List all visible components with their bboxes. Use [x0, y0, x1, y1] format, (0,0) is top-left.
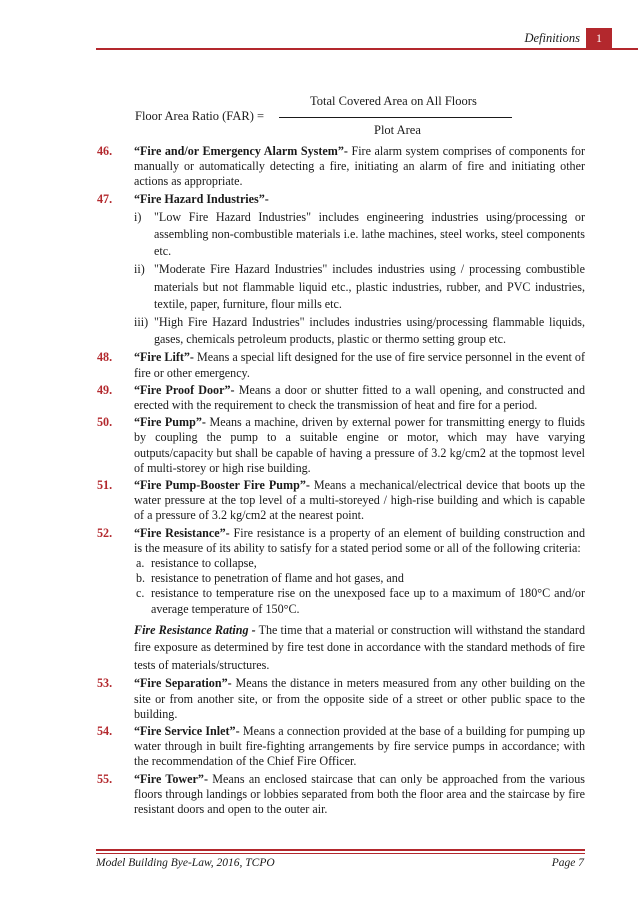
footer-rule-thick — [96, 849, 585, 851]
criterion-text: resistance to temperature rise on the unexposed face up to a maximum of 180°C and/or average temperature of 150°C. — [151, 586, 585, 616]
definition-53 — [97, 676, 585, 722]
definition-term: “Fire Hazard Industries”- — [134, 191, 269, 206]
definition-48 — [97, 350, 585, 380]
definition-47 — [97, 192, 585, 349]
criterion-c — [134, 586, 585, 616]
definition-number: 49. — [97, 382, 113, 397]
definition-number: 53. — [97, 676, 113, 691]
hazard-text: "Moderate Fire Hazard Industries" includes industries using / processing combustible materials but not flammable liquid etc., plastic industries, rubber, and PVC industries, textile, paper, furniture, flour mills etc. — [154, 262, 585, 311]
definition-50 — [97, 415, 585, 476]
fraction-bar — [279, 117, 512, 118]
footer-document-title: Model Building Bye-Law, 2016, TCPO — [96, 857, 275, 869]
hazard-text: "Low Fire Hazard Industries" includes engineering industries using/processing or assembling non-combustible materials i.e. lathe machines, steel works, steel components etc. — [154, 209, 585, 259]
footer-page-number: Page 7 — [551, 857, 584, 869]
list-marker: a. — [136, 556, 145, 571]
criterion-a — [134, 556, 585, 571]
definition-term: “Fire Separation”- — [134, 676, 232, 691]
definition-text: Fire alarm system comprises of components for manually or automatically detecting a fire, initiating an alarm of fire and initiating other actions as appropriate. — [134, 144, 585, 189]
list-marker: iii) — [134, 315, 149, 330]
definition-text: Means a special lift designed for the use of fire service personnel in the event of fire or other emergency. — [134, 350, 586, 380]
definition-term: “Fire Proof Door”- — [134, 382, 235, 397]
definition-text: Means a door or shutter fitted to a wall opening, and constructed and erected with the requirement to check the transmission of heat and fire for a period. — [134, 382, 586, 413]
header-title: Definitions — [524, 31, 580, 45]
header-rule — [96, 48, 638, 50]
definition-number: 51. — [97, 478, 113, 493]
definition-text: Means a connection provided at the base of a building for pumping up water through in built fire-fighting arrangements by fire service pumps in accordance; with the recommendation of the Chief Fire Officer. — [134, 724, 585, 769]
definition-term: “Fire Pump”- — [134, 415, 206, 430]
definition-55 — [97, 772, 585, 818]
definition-term: “Fire Pump-Booster Fire Pump”- — [134, 478, 310, 493]
footer-rule-thin — [96, 853, 585, 854]
definitions-list — [97, 144, 585, 819]
criterion-text: resistance to penetration of flame and hot gases, and — [151, 571, 404, 586]
rating-term: Fire Resistance Rating - — [134, 622, 256, 637]
hazard-item-moderate — [134, 261, 585, 313]
list-marker: ii) — [134, 262, 145, 277]
hazard-text: "High Fire Hazard Industries" includes industries using/processing flammable liquids, gases, chemicals petroleum products, plastic or thermo setting group etc. — [154, 315, 585, 347]
definition-text: Means a mechanical/electrical device that boots up the water pressure at the top level of a multi-storeyed / high-rise building and which is capable of a pressure of 3.2 kg/cm2 at the nearest point. — [134, 478, 585, 523]
definition-term: “Fire Tower”- — [134, 771, 208, 786]
criterion-b — [134, 571, 585, 586]
hazard-item-high — [134, 314, 585, 348]
definition-number: 52. — [97, 525, 113, 540]
rating-text: The time that a material or construction will withstand the standard fire exposure as determined by fire test done in accordance with the standard methods of fire tests of materials/structures. — [134, 622, 585, 672]
definition-number: 54. — [97, 724, 113, 738]
hazard-list — [134, 209, 585, 349]
definition-52 — [97, 526, 585, 675]
far-numerator: Total Covered Area on All Floors — [310, 94, 477, 108]
hazard-item-low — [134, 209, 585, 261]
far-label: Floor Area Ratio (FAR) = — [135, 109, 265, 123]
definition-number: 55. — [97, 771, 113, 786]
definition-number: 48. — [97, 350, 113, 365]
chapter-badge: 1 — [586, 28, 612, 48]
definition-46 — [97, 144, 585, 190]
definition-term: “Fire Resistance”- — [134, 525, 230, 540]
criterion-text: resistance to collapse, — [151, 556, 257, 571]
definition-number: 50. — [97, 415, 113, 430]
fire-resistance-rating — [134, 622, 585, 675]
definition-51 — [97, 478, 585, 524]
definition-term: “Fire Service Inlet”- — [134, 724, 240, 738]
definition-text: Means an enclosed staircase that can only be approached from the various floors through landings or lobbies separated from both the floor area and the staircase by fire resistant doors and open to the outer air. — [134, 771, 585, 817]
definition-49 — [97, 383, 585, 413]
definition-text: Means a machine, driven by external power for transmitting energy to fluids by coupling the pump to a suitable engine or motor, which may have varying outputs/capacity but shall be capable of having a pressure of 3.2 kg/cm2 at the topmost level of multi-storey or high rise building. — [134, 415, 585, 475]
definition-54 — [97, 724, 585, 770]
definition-term: “Fire and/or Emergency Alarm System”- — [134, 144, 348, 158]
list-marker: b. — [136, 571, 146, 586]
definition-number: 47. — [97, 191, 113, 206]
definition-number: 46. — [97, 144, 113, 158]
far-denominator: Plot Area — [374, 123, 421, 137]
list-marker: c. — [136, 586, 145, 601]
list-marker: i) — [134, 209, 142, 224]
definition-text: Means the distance in meters measured from any other building on the site or from another site, or from the opposite side of a street or other public space to the building. — [134, 676, 585, 721]
definition-text: Fire resistance is a property of an element of building construction and is the measure of its ability to satisfy for a stated period some or all of the following criteria: — [134, 525, 585, 555]
definition-term: “Fire Lift”- — [134, 350, 194, 365]
